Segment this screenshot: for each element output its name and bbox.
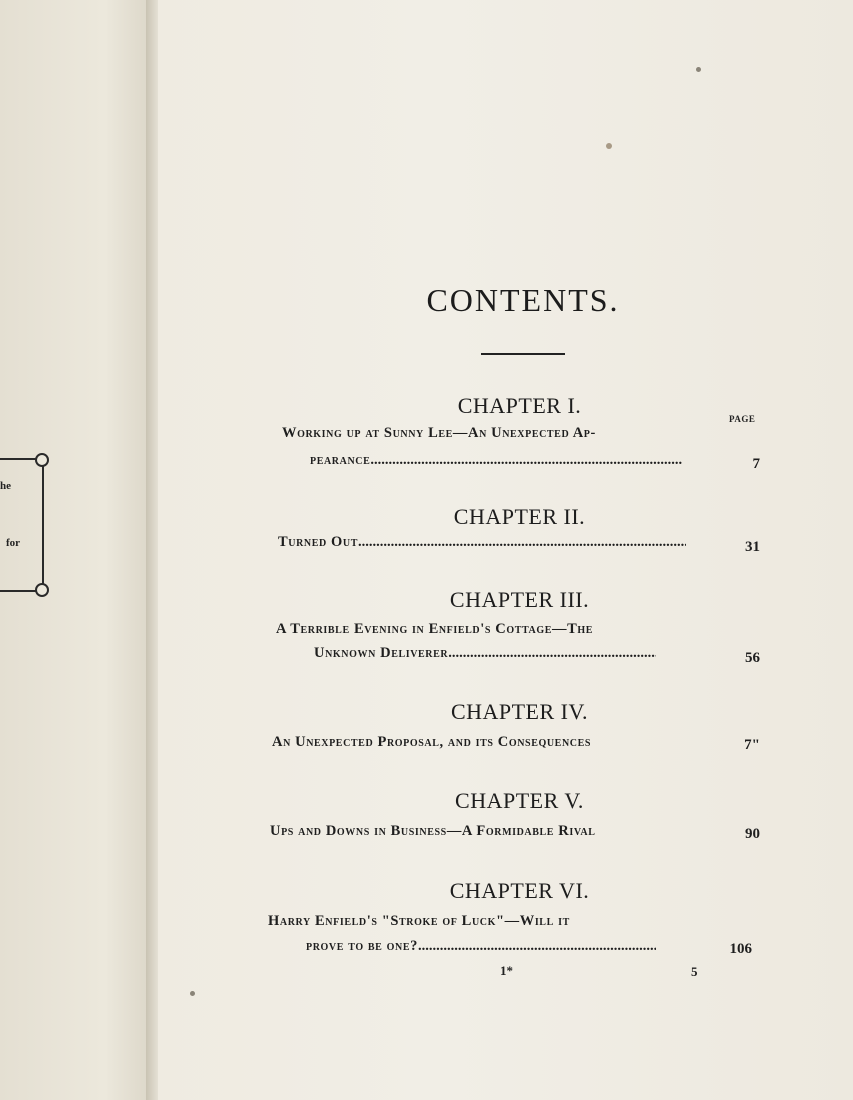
page-number: 106: [729, 941, 752, 957]
page-number: 31: [745, 539, 760, 555]
folio-number: 5: [691, 964, 698, 979]
chapter-heading: CHAPTER IV.: [450, 699, 589, 724]
title-rule: [481, 353, 565, 355]
page-title: CONTENTS.: [426, 282, 620, 318]
chapter-heading: CHAPTER VI.: [449, 878, 590, 903]
chapter-title-line: A Terrible Evening in Enfield's Cottage—The: [276, 621, 593, 637]
left-page-fragment: he: [0, 480, 11, 492]
chapter-title-line: Ups and Downs in Business—A Formidable Rival: [270, 823, 596, 839]
leader-dots: [370, 452, 682, 469]
leader-dots: [448, 645, 656, 662]
chapter-title-line: Unknown Deliverer.....: [314, 645, 656, 662]
chapter-title-line: Working up at Sunny Lee—An Unexpected Ap-: [282, 425, 596, 441]
page-number: 56: [745, 650, 760, 666]
signature-mark: 1*: [500, 963, 513, 978]
chapter-title-line: An Unexpected Proposal, and its Consequences: [272, 734, 592, 750]
contents-page: [158, 0, 853, 1100]
leader-dots: [418, 938, 656, 955]
left-page: [0, 0, 150, 1100]
chapter-heading: CHAPTER I.: [457, 393, 582, 418]
left-page-fragment: for: [6, 537, 21, 549]
page-column-header: PAGE: [729, 414, 756, 424]
chapter-title-line: prove to be one?.....: [306, 938, 656, 955]
chapter-heading: CHAPTER III.: [449, 587, 590, 612]
chapter-title-line: pearance.....: [310, 452, 682, 469]
ornamental-frame: [0, 458, 44, 592]
chapter-title-line: Turned Out.....: [278, 534, 686, 551]
chapter-title-line: Harry Enfield's "Stroke of Luck"—Will it: [268, 913, 570, 929]
page-number: 7": [744, 737, 760, 753]
page-number: 90: [745, 826, 760, 842]
leader-dots: [358, 534, 686, 551]
chapter-heading: CHAPTER II.: [453, 504, 586, 529]
chapter-heading: CHAPTER V.: [455, 788, 584, 813]
paper-speck: [696, 67, 701, 72]
paper-speck: [190, 991, 195, 996]
paper-speck: [606, 143, 612, 149]
page-number: 7: [752, 456, 760, 472]
